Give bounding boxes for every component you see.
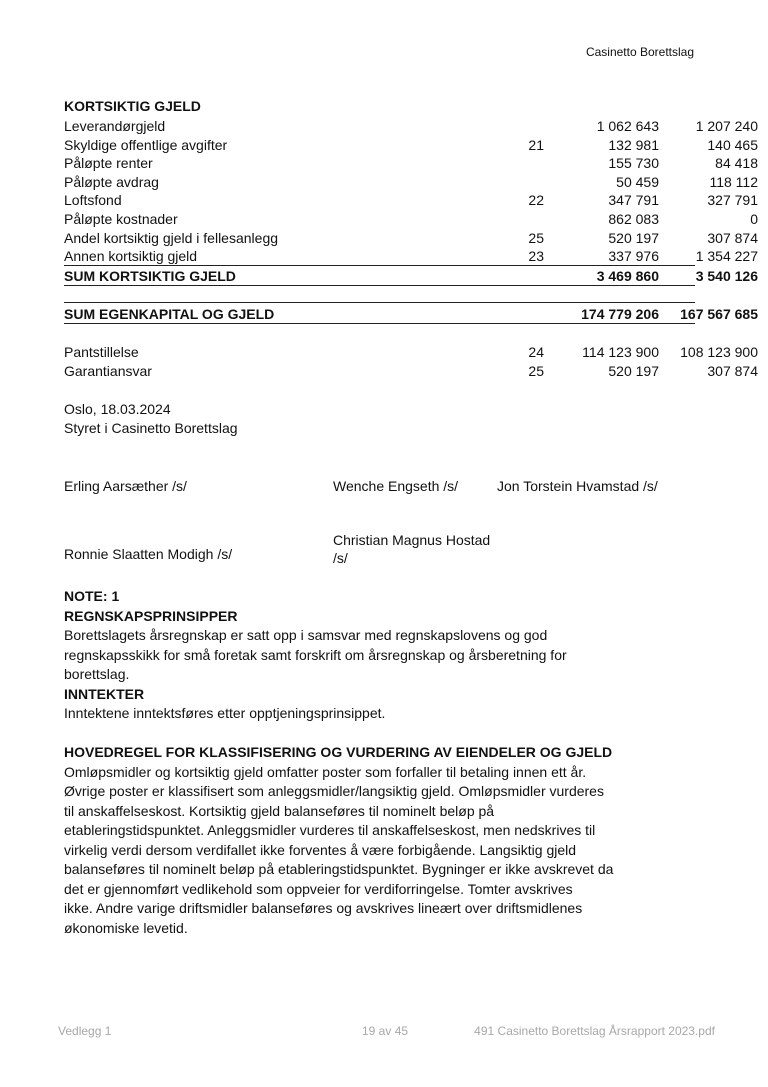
row-label: SUM KORTSIKTIG GJELD [64, 268, 236, 284]
row-label: Loftsfond [64, 192, 122, 208]
document-header-org: Casinetto Borettslag [585, 45, 694, 59]
divider [64, 265, 695, 266]
row-previous: 140 465 [707, 137, 758, 153]
row-current: 3 469 860 [596, 268, 659, 284]
hovedregel-line: ikke. Andre varige driftsmidler balanseføres og avskrives lineært over driftsmidlenes [64, 900, 583, 916]
signature: Wenche Engseth /s/ [333, 478, 459, 494]
row-note: 22 [528, 192, 544, 208]
row-previous: 3 540 126 [695, 268, 758, 284]
sum-egenkapital-row [64, 305, 758, 324]
signature: /s/ [333, 550, 348, 566]
row-label: Leverandørgjeld [64, 118, 166, 134]
row-note: 23 [528, 248, 544, 264]
inntekter-heading: INNTEKTER [64, 685, 145, 702]
table-row [64, 362, 758, 381]
regnskapsprinsipper-heading: REGNSKAPSPRINSIPPER [64, 607, 238, 624]
row-previous: 84 418 [715, 155, 758, 171]
row-label: Påløpte avdrag [64, 174, 159, 190]
hovedregel-line: balanseføres til nominelt beløp på etableringstidspunktet. Bygninger er ikke avskrevet da [64, 861, 614, 877]
hovedregel-line: til anskaffelseskost. Kortsiktig gjeld balanseføres til nominelt beløp på [64, 802, 495, 819]
sum-kortsiktig-row [64, 267, 758, 286]
table-row [64, 229, 758, 248]
hovedregel-line: etableringstidspunktet. Anleggsmidler vurderes til anskaffelseskost, men nedskrives til [64, 822, 596, 838]
row-current: 174 779 206 [581, 306, 659, 322]
row-label: Annen kortsiktig gjeld [64, 248, 198, 264]
table-row [64, 247, 758, 266]
row-previous: 118 112 [709, 174, 758, 190]
row-label: Pantstillelse [64, 344, 139, 360]
signature: Erling Aarsæther /s/ [64, 478, 187, 494]
row-label: Påløpte kostnader [64, 211, 178, 227]
regnskap-line: regnskapsskikk for små foretak samt forskrift om årsregnskap og årsberetning for [64, 646, 567, 663]
table-row [64, 117, 758, 136]
row-note: 25 [528, 230, 544, 246]
note-label: NOTE: 1 [64, 588, 120, 604]
row-previous: 307 874 [707, 230, 758, 246]
signature: Ronnie Slaatten Modigh /s/ [64, 546, 233, 562]
table-row [64, 191, 758, 210]
hovedregel-line: Øvrige poster er klassifisert som anleggsmidler/langsiktig gjeld. Omløpsmidler vurderes [64, 783, 604, 799]
page-number: 19 av 45 [362, 1024, 409, 1038]
footer-filename: 491 Casinetto Borettslag Årsrapport 2023.pdf [474, 1024, 715, 1038]
divider [64, 302, 695, 303]
row-previous: 1 207 240 [695, 118, 758, 134]
footer-left: Vedlegg 1 [58, 1024, 112, 1038]
row-previous: 1 354 227 [695, 248, 758, 264]
inntekter-text: Inntektene inntektsføres etter opptjeningsprinsippet. [64, 705, 386, 721]
row-note: 24 [528, 344, 544, 360]
hovedregel-line: økonomiske levetid. [64, 919, 188, 936]
hovedregel-line: det er gjennomført vedlikehold som oppveier for verdiforringelse. Tomter avskrives [64, 880, 573, 897]
hovedregel-line: Omløpsmidler og kortsiktig gjeld omfatter poster som forfaller til betaling innen ett år. [64, 763, 587, 780]
row-note: 25 [528, 363, 544, 379]
signature: Christian Magnus Hostad [333, 532, 491, 548]
row-current: 520 197 [608, 363, 659, 379]
regnskap-line: Borettslagets årsregnskap er satt opp i samsvar med regnskapslovens og god [64, 627, 548, 643]
row-current: 1 062 643 [596, 118, 659, 134]
row-previous: 167 567 685 [680, 306, 758, 322]
row-current: 520 197 [608, 230, 659, 246]
hovedregel-line: virkelig verdi dersom verdifallet ikke forventes å være forbigående. Langsiktig gjeld [64, 841, 577, 858]
row-label: Garantiansvar [64, 363, 152, 379]
divider [64, 285, 695, 286]
row-previous: 327 791 [707, 192, 758, 208]
row-note: 21 [528, 137, 544, 153]
row-current: 50 459 [616, 174, 659, 190]
row-current: 114 123 900 [582, 344, 659, 360]
row-previous: 108 123 900 [680, 344, 758, 360]
row-current: 155 730 [608, 155, 659, 171]
place-date: Oslo, 18.03.2024 [64, 401, 171, 417]
table-row [64, 136, 758, 155]
row-label: Andel kortsiktig gjeld i fellesanlegg [64, 230, 279, 246]
note-section [64, 587, 644, 724]
row-label: SUM EGENKAPITAL OG GJELD [64, 306, 275, 322]
signature: Jon Torstein Hvamstad /s/ [497, 478, 658, 494]
board-name: Styret i Casinetto Borettslag [64, 420, 238, 436]
table-row [64, 154, 758, 173]
divider [64, 323, 695, 324]
row-label: Påløpte renter [64, 155, 153, 171]
kortsiktig-gjeld-heading: KORTSIKTIG GJELD [64, 98, 201, 114]
row-current: 347 791 [608, 192, 659, 208]
table-row [64, 173, 758, 192]
hovedregel-heading: HOVEDREGEL FOR KLASSIFISERING OG VURDERING AV EIENDELER OG GJELD [64, 744, 613, 760]
table-row [64, 343, 758, 362]
row-current: 132 981 [608, 137, 659, 153]
row-label: Skyldige offentlige avgifter [64, 137, 228, 153]
row-previous: 307 874 [707, 363, 758, 379]
hovedregel-section [64, 743, 704, 938]
regnskap-line: borettslag. [64, 666, 130, 682]
row-current: 337 976 [608, 248, 659, 264]
table-row [64, 210, 758, 229]
row-current: 862 083 [608, 211, 659, 227]
row-previous: 0 [750, 211, 758, 227]
